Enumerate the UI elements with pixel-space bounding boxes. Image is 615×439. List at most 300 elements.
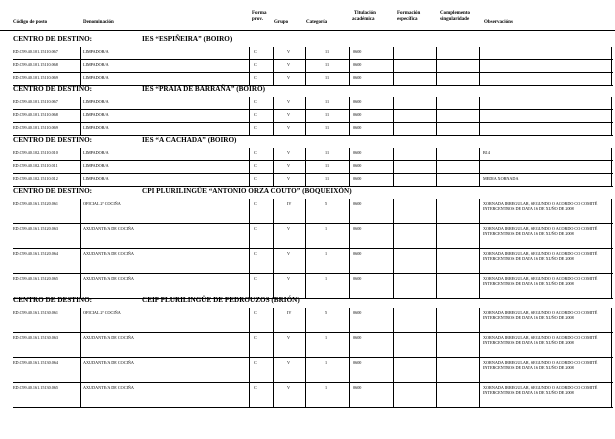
cell-cat: 11	[325, 150, 330, 155]
column-divider	[305, 97, 306, 109]
cell-obs: XORNADA IRREGULAR, SEGUNDO O ACORDO CO COMITÉ INTERCENTROS DE DATA 16 DE XUÑO DE 2008	[483, 310, 598, 320]
cell-cat: 1	[325, 360, 328, 365]
column-divider	[249, 148, 250, 160]
section-title	[13, 136, 613, 148]
column-divider	[249, 73, 250, 85]
cell-forma: C	[254, 201, 257, 206]
table-row	[13, 47, 613, 60]
cell-code: ED.C99.40.161.15120.065	[13, 276, 59, 281]
column-divider	[393, 73, 394, 85]
col-header-observaciones: Observacións	[484, 20, 513, 25]
column-divider	[273, 47, 274, 59]
column-divider	[436, 224, 437, 248]
section	[13, 296, 613, 408]
section-title	[13, 85, 613, 97]
cell-forma: C	[254, 75, 257, 80]
column-divider	[249, 249, 250, 273]
cell-tit: 0600	[353, 176, 362, 181]
cell-code: ED.C99.40.102.15110.010	[13, 150, 58, 155]
column-divider	[479, 274, 480, 298]
cell-grupo: V	[287, 251, 291, 256]
column-divider	[611, 60, 612, 72]
column-divider	[349, 123, 350, 135]
column-divider	[249, 123, 250, 135]
cell-grupo: V	[287, 226, 291, 231]
column-divider	[273, 199, 274, 223]
cell-grupo: V	[287, 125, 291, 130]
cell-forma: C	[254, 150, 257, 155]
column-divider	[611, 308, 612, 332]
cell-forma: C	[254, 276, 257, 281]
cell-forma: C	[254, 335, 257, 340]
column-divider	[479, 97, 480, 109]
column-divider	[436, 249, 437, 273]
column-divider	[393, 174, 394, 186]
column-divider	[249, 110, 250, 122]
table-row	[13, 123, 613, 136]
cell-cat: 1	[325, 276, 328, 281]
column-divider	[80, 110, 81, 122]
cell-tit: 0600	[353, 226, 362, 231]
cell-cat: 11	[325, 62, 330, 67]
cell-code: ED.C99.40.161.15120.063	[13, 226, 59, 231]
column-divider	[479, 249, 480, 273]
column-divider	[249, 358, 250, 382]
column-divider	[611, 333, 612, 357]
column-divider	[80, 358, 81, 382]
cell-den: LIMPADOR/A	[83, 75, 109, 80]
column-divider	[80, 60, 81, 72]
section-label: CENTRO DE DESTINO:	[13, 136, 93, 144]
column-divider	[479, 308, 480, 332]
column-divider	[611, 249, 612, 273]
column-divider	[273, 274, 274, 298]
cell-grupo: V	[287, 75, 291, 80]
cell-den: LIMPADOR/A	[83, 176, 109, 181]
column-divider	[273, 383, 274, 407]
section	[13, 136, 613, 187]
cell-cat: 5	[325, 201, 328, 206]
cell-den: OFICIAL 2ª COCIÑA	[83, 310, 121, 315]
column-divider	[611, 123, 612, 135]
column-divider	[249, 47, 250, 59]
cell-grupo: V	[287, 112, 291, 117]
column-divider	[349, 308, 350, 332]
column-divider	[305, 358, 306, 382]
cell-cat: 11	[325, 125, 330, 130]
cell-cat: 11	[325, 49, 330, 54]
col-header-formacion-1: Formación	[397, 11, 421, 16]
column-divider	[611, 274, 612, 298]
table-row	[13, 383, 613, 408]
cell-forma: C	[254, 251, 257, 256]
cell-forma: C	[254, 360, 257, 365]
column-divider	[80, 333, 81, 357]
column-divider	[611, 161, 612, 173]
column-divider	[479, 174, 480, 186]
column-divider	[349, 358, 350, 382]
cell-grupo: V	[287, 335, 291, 340]
section-label: CENTRO DE DESTINO:	[13, 296, 93, 304]
column-divider	[349, 383, 350, 407]
cell-code: ED.C99.40.161.15120.061	[13, 201, 59, 206]
column-divider	[349, 110, 350, 122]
cell-forma: C	[254, 125, 257, 130]
column-divider	[249, 97, 250, 109]
column-divider	[80, 308, 81, 332]
cell-forma: C	[254, 62, 257, 67]
column-divider	[393, 383, 394, 407]
column-divider	[273, 60, 274, 72]
column-divider	[393, 47, 394, 59]
cell-obs: XORNADA IRREGULAR, SEGUNDO O ACORDO CO COMITÉ INTERCENTROS DE DATA 16 DE XUÑO DE 2008	[483, 201, 598, 211]
cell-grupo: V	[287, 276, 291, 281]
column-divider	[273, 308, 274, 332]
cell-obs: XORNADA IRREGULAR, SEGUNDO O ACORDO CO COMITÉ INTERCENTROS DE DATA 16 DE XUÑO DE 2008	[483, 226, 598, 236]
table-row	[13, 110, 613, 123]
col-header-codigo: Código de posto	[13, 20, 48, 25]
cell-grupo: IV	[287, 201, 292, 206]
col-header-formacion-2: específica	[397, 17, 418, 22]
cell-tit: 0600	[353, 62, 362, 67]
cell-cat: 11	[325, 163, 330, 168]
column-divider	[273, 358, 274, 382]
column-divider	[436, 73, 437, 85]
cell-code: ED.C99.40.161.15130.061	[13, 310, 59, 315]
column-divider	[349, 274, 350, 298]
column-divider	[436, 97, 437, 109]
cell-den: AXUDANTE/A DE COCIÑA	[83, 360, 134, 365]
column-divider	[611, 97, 612, 109]
column-divider	[479, 73, 480, 85]
cell-grupo: V	[287, 99, 291, 104]
column-divider	[273, 97, 274, 109]
cell-tit: 0600	[353, 310, 362, 315]
column-divider	[436, 308, 437, 332]
column-divider	[305, 333, 306, 357]
column-divider	[80, 148, 81, 160]
section-name: IES “A CACHADA” (BOIRO)	[142, 136, 237, 144]
section-title	[13, 187, 613, 199]
column-divider	[436, 110, 437, 122]
column-divider	[479, 148, 480, 160]
cell-obs: XORNADA IRREGULAR, SEGUNDO O ACORDO CO COMITÉ INTERCENTROS DE DATA 16 DE XUÑO DE 2008	[483, 335, 598, 345]
column-divider	[436, 148, 437, 160]
table-row	[13, 174, 613, 187]
column-divider	[393, 274, 394, 298]
cell-code: ED.C99.40.101.15110.069	[13, 75, 58, 80]
cell-cat: 1	[325, 251, 328, 256]
column-divider	[349, 333, 350, 357]
column-divider	[393, 308, 394, 332]
table-row	[13, 97, 613, 110]
column-divider	[479, 60, 480, 72]
cell-cat: 1	[325, 385, 328, 390]
cell-tit: 0600	[353, 49, 362, 54]
column-divider	[393, 110, 394, 122]
cell-cat: 11	[325, 75, 330, 80]
column-divider	[80, 73, 81, 85]
cell-code: ED.C99.40.161.15130.063	[13, 335, 59, 340]
col-header-titulacion-1: Titulación	[354, 11, 376, 16]
cell-code: ED.C99.40.102.15110.012	[13, 176, 58, 181]
table-row	[13, 333, 613, 358]
cell-den: AXUDANTE/A DE COCIÑA	[83, 335, 134, 340]
cell-obs: MEDIA XORNADA	[483, 176, 519, 181]
cell-code: ED.C99.40.161.15130.065	[13, 385, 59, 390]
column-divider	[305, 47, 306, 59]
column-divider	[80, 249, 81, 273]
cell-code: ED.C99.40.101.15110.067	[13, 49, 58, 54]
cell-code: ED.C99.40.101.15110.069	[13, 125, 58, 130]
cell-forma: C	[254, 163, 257, 168]
column-divider	[349, 249, 350, 273]
column-divider	[479, 47, 480, 59]
column-divider	[436, 199, 437, 223]
table-row	[13, 358, 613, 383]
column-divider	[436, 358, 437, 382]
section	[13, 35, 613, 86]
column-divider	[393, 333, 394, 357]
cell-tit: 0600	[353, 99, 362, 104]
cell-tit: 0600	[353, 125, 362, 130]
cell-code: ED.C99.40.101.15110.067	[13, 99, 58, 104]
cell-tit: 0600	[353, 276, 362, 281]
column-divider	[349, 174, 350, 186]
column-divider	[305, 123, 306, 135]
section-label: CENTRO DE DESTINO:	[13, 35, 93, 43]
section-name: IES “PRAIA DE BARRAÑA” (BOIRO)	[142, 85, 265, 93]
cell-forma: C	[254, 385, 257, 390]
column-divider	[349, 199, 350, 223]
cell-tit: 0600	[353, 385, 362, 390]
column-divider	[436, 60, 437, 72]
table-row	[13, 161, 613, 174]
cell-den: LIMPADOR/A	[83, 62, 109, 67]
cell-grupo: IV	[287, 310, 292, 315]
col-header-categoria: Categoría	[306, 20, 328, 25]
cell-tit: 0600	[353, 163, 362, 168]
cell-cat: 1	[325, 226, 328, 231]
cell-tit: 0600	[353, 201, 362, 206]
column-divider	[436, 333, 437, 357]
column-divider	[349, 148, 350, 160]
column-divider	[393, 60, 394, 72]
section	[13, 85, 613, 136]
column-divider	[393, 161, 394, 173]
column-divider	[305, 383, 306, 407]
column-divider	[273, 333, 274, 357]
section-name: IES “ESPIÑEIRA” (BOIRO)	[142, 35, 233, 43]
column-divider	[393, 199, 394, 223]
section-label: CENTRO DE DESTINO:	[13, 187, 93, 195]
column-divider	[393, 358, 394, 382]
column-divider	[305, 224, 306, 248]
cell-den: AXUDANTE/A DE COCIÑA	[83, 251, 134, 256]
column-divider	[249, 383, 250, 407]
section-name: CEIP PLURILINGÜE DE PEDROUZOS (BRIÓN)	[142, 296, 300, 304]
col-header-forma-1: Forma	[252, 11, 267, 16]
column-divider	[273, 123, 274, 135]
column-divider	[249, 333, 250, 357]
cell-den: LIMPADOR/A	[83, 49, 109, 54]
column-divider	[80, 199, 81, 223]
column-divider	[393, 249, 394, 273]
cell-grupo: V	[287, 62, 291, 67]
column-divider	[305, 161, 306, 173]
column-divider	[305, 148, 306, 160]
column-divider	[80, 383, 81, 407]
section	[13, 187, 613, 299]
column-divider	[249, 308, 250, 332]
cell-tit: 0600	[353, 335, 362, 340]
cell-obs: XORNADA IRREGULAR, SEGUNDO O ACORDO CO COMITÉ INTERCENTROS DE DATA 16 DE XUÑO DE 2008	[483, 251, 598, 261]
column-divider	[393, 123, 394, 135]
column-divider	[479, 161, 480, 173]
column-divider	[80, 123, 81, 135]
column-divider	[393, 224, 394, 248]
column-divider	[305, 110, 306, 122]
column-divider	[349, 224, 350, 248]
cell-obs: XORNADA IRREGULAR, SEGUNDO O ACORDO CO COMITÉ INTERCENTROS DE DATA 16 DE XUÑO DE 2008	[483, 360, 598, 370]
cell-code: ED.C99.40.102.15110.011	[13, 163, 58, 168]
cell-den: AXUDANTE/A DE COCIÑA	[83, 385, 134, 390]
column-divider	[611, 73, 612, 85]
column-divider	[80, 161, 81, 173]
column-divider	[305, 308, 306, 332]
column-divider	[273, 161, 274, 173]
cell-den: LIMPADOR/A	[83, 125, 109, 130]
column-divider	[273, 224, 274, 248]
column-divider	[305, 174, 306, 186]
column-divider	[611, 224, 612, 248]
column-divider	[436, 47, 437, 59]
section-title	[13, 35, 613, 47]
cell-forma: C	[254, 310, 257, 315]
column-divider	[611, 174, 612, 186]
column-divider	[393, 97, 394, 109]
column-divider	[349, 47, 350, 59]
cell-den: LIMPADOR/A	[83, 163, 109, 168]
cell-tit: 0600	[353, 251, 362, 256]
cell-tit: 0600	[353, 75, 362, 80]
column-divider	[349, 97, 350, 109]
column-divider	[349, 161, 350, 173]
table-row	[13, 199, 613, 224]
cell-code: ED.C99.40.101.15110.068	[13, 62, 58, 67]
column-divider	[479, 123, 480, 135]
column-divider	[349, 73, 350, 85]
col-header-denominacion: Denominación	[83, 20, 114, 25]
col-header-grupo: Grupo	[274, 20, 289, 25]
column-divider	[249, 224, 250, 248]
cell-den: AXUDANTE/A DE COCIÑA	[83, 226, 134, 231]
column-divider	[80, 47, 81, 59]
section-title	[13, 296, 613, 308]
column-divider	[273, 148, 274, 160]
section-label: CENTRO DE DESTINO:	[13, 85, 93, 93]
column-divider	[436, 274, 437, 298]
cell-cat: 11	[325, 99, 330, 104]
cell-obs: XORNADA IRREGULAR, SEGUNDO O ACORDO CO COMITÉ INTERCENTROS DE DATA 16 DE XUÑO DE 2008	[483, 385, 598, 395]
cell-cat: 1	[325, 335, 328, 340]
cell-grupo: V	[287, 150, 291, 155]
column-divider	[436, 174, 437, 186]
column-divider	[436, 123, 437, 135]
table-row	[13, 148, 613, 161]
cell-grupo: V	[287, 176, 291, 181]
column-divider	[305, 199, 306, 223]
column-divider	[479, 358, 480, 382]
cell-den: AXUDANTE/A DE COCIÑA	[83, 276, 134, 281]
section-name: CPI PLURILINGÜE “ANTONIO ORZA COUTO” (BOQUEIXÓN)	[142, 187, 352, 195]
cell-grupo: V	[287, 163, 291, 168]
column-divider	[249, 161, 250, 173]
col-header-complemento-1: Complemento	[440, 11, 470, 16]
column-divider	[273, 110, 274, 122]
column-divider	[393, 148, 394, 160]
column-divider	[436, 383, 437, 407]
column-divider	[611, 358, 612, 382]
column-divider	[305, 60, 306, 72]
cell-cat: 11	[325, 112, 330, 117]
cell-grupo: V	[287, 385, 291, 390]
col-header-forma-2: prov.	[252, 17, 263, 22]
column-divider	[305, 73, 306, 85]
column-divider	[611, 47, 612, 59]
column-divider	[249, 274, 250, 298]
column-divider	[80, 274, 81, 298]
column-divider	[611, 383, 612, 407]
cell-forma: C	[254, 176, 257, 181]
column-divider	[305, 249, 306, 273]
column-divider	[80, 224, 81, 248]
table-row	[13, 308, 613, 333]
column-divider	[273, 73, 274, 85]
column-divider	[479, 224, 480, 248]
column-divider	[479, 110, 480, 122]
column-divider	[349, 60, 350, 72]
cell-forma: C	[254, 226, 257, 231]
column-divider	[273, 249, 274, 273]
cell-tit: 0600	[353, 360, 362, 365]
cell-den: LIMPADOR/A	[83, 99, 109, 104]
cell-cat: 11	[325, 176, 330, 181]
cell-forma: C	[254, 49, 257, 54]
cell-obs: XORNADA IRREGULAR, SEGUNDO O ACORDO CO COMITÉ INTERCENTROS DE DATA 16 DE XUÑO DE 2008	[483, 276, 598, 286]
column-divider	[611, 110, 612, 122]
column-divider	[436, 161, 437, 173]
cell-cat: 5	[325, 310, 328, 315]
cell-den: LIMPADOR/A	[83, 112, 109, 117]
column-divider	[479, 199, 480, 223]
cell-code: ED.C99.40.161.15130.064	[13, 360, 59, 365]
cell-forma: C	[254, 112, 257, 117]
column-divider	[305, 274, 306, 298]
column-divider	[249, 199, 250, 223]
col-header-complemento-2: singularidade	[440, 17, 470, 22]
cell-grupo: V	[287, 49, 291, 54]
column-divider	[479, 383, 480, 407]
column-divider	[479, 333, 480, 357]
cell-den: OFICIAL 2ª COCIÑA	[83, 201, 121, 206]
column-divider	[80, 174, 81, 186]
cell-den: LIMPADOR/A	[83, 150, 109, 155]
column-divider	[80, 97, 81, 109]
cell-tit: 0600	[353, 150, 362, 155]
cell-grupo: V	[287, 360, 291, 365]
cell-forma: C	[254, 99, 257, 104]
